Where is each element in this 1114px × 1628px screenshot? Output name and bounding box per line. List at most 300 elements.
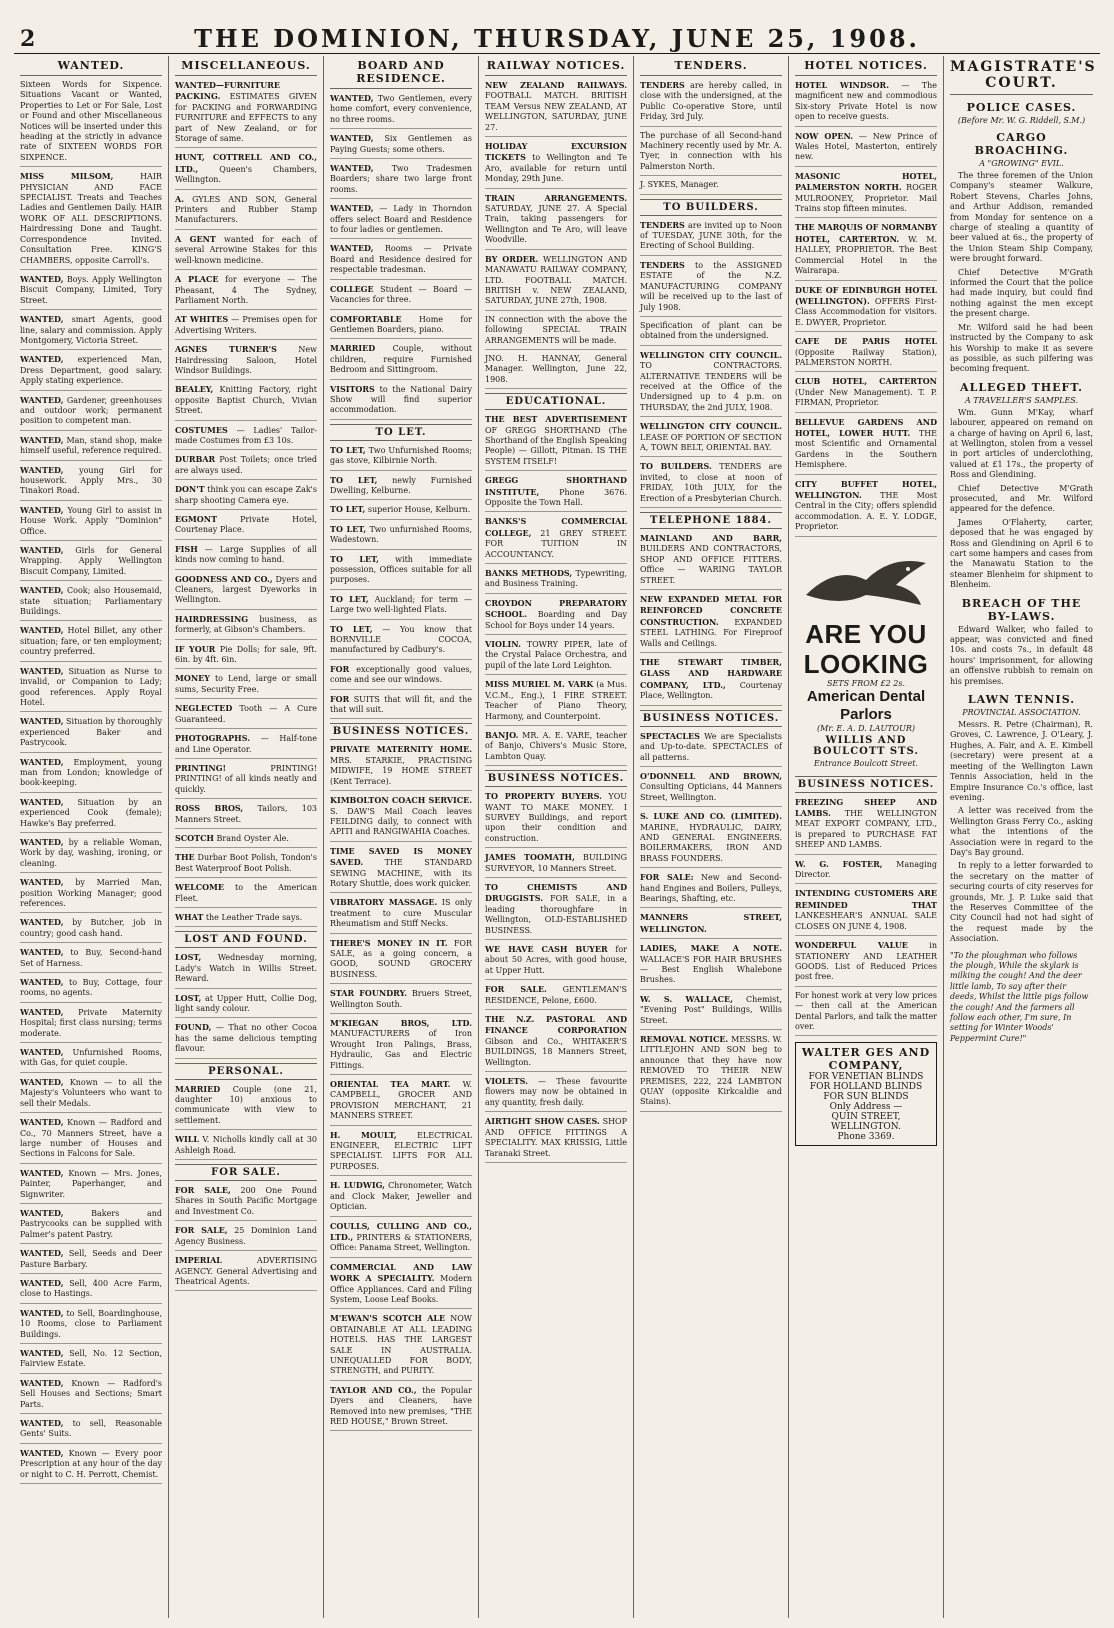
ad-text: Young Girl to assist in House Work. Apply "Dominion" Office.: [20, 505, 162, 536]
classified-ad: [20, 465, 162, 501]
ad-text: MESSRS. W. LITTLEJOHN AND SON beg to announce that they have now REMOVED TO THEIR NEW PREMISES, 222, 224 LAMBTON QUAY (opposite Kirkcaldie and Stains).: [640, 1035, 783, 1107]
ad-lead: TO LET,: [330, 474, 378, 485]
classified-ad: [640, 657, 782, 706]
ad-lead: COULLS, CULLING AND CO., LTD.,: [330, 1220, 472, 1242]
ad-lead: WANTED—FURNITURE PACKING.: [175, 80, 281, 102]
ad-lead: BELLEVUE GARDENS AND HOTEL, LOWER HUTT.: [795, 416, 937, 438]
blinds-line: Phone 3369.: [837, 1132, 895, 1143]
ad-text: Unfurnished Rooms, with Gas, for quiet couple.: [20, 1048, 162, 1068]
ad-text: PRINTERS & STATIONERS, Office: Panama Street, Wellington.: [330, 1232, 473, 1253]
classified-ad: [640, 731, 782, 767]
ad-text: Two Unfurnished Rooms; gas stove, Kilbirnie North.: [330, 445, 472, 466]
section-heading: EDUCATIONAL.: [485, 393, 627, 410]
classified-ad: [640, 912, 782, 939]
ad-lead: WANTED,: [330, 243, 374, 254]
ad-text: the Popular Dyers and Cleaners, have Removed into new premises, "THE RED HOUSE," Brown Street.: [330, 1385, 472, 1426]
ad-text: FOR SALE, as a going concern, a GOOD, SOUND GROCERY BUSINESS.: [330, 938, 472, 979]
ad-lead: GREGG SHORTHAND INSTITUTE,: [485, 475, 627, 497]
classified-ad: [175, 733, 317, 759]
classified-ad: [175, 274, 317, 310]
classified-ad: [20, 837, 162, 873]
ad-lead: FOR SALE.: [485, 984, 547, 995]
classified-ad: [20, 1378, 162, 1414]
ad-lead: TIME SAVED IS MONEY SAVED.: [330, 845, 472, 868]
ad-text: TOWRY PIPER, late of the Crystal Palace Orchestra, and pupil of the late Lord Leighton.: [485, 640, 627, 670]
ad-text: ADVERTISING AGENCY. General Advertising and Theatrical Agents.: [175, 1256, 317, 1286]
report-paragraph: Chief Detective M'Grath prosecuted, and Mr. Wilford appeared for the defence.: [950, 483, 1093, 514]
ad-text: for about 50 Acres, with good house, at Upper Hutt.: [485, 945, 627, 975]
ad-lead: LOST,: [175, 992, 202, 1003]
ad-lead: DON'T: [175, 484, 205, 495]
classified-ad: [20, 314, 162, 350]
blinds-line: Only Address —: [829, 1102, 903, 1113]
classified-ad: [175, 384, 317, 420]
ad-text: Known — Mrs. Jones, Painter, Paperhanger, and Signwriter.: [20, 1168, 163, 1199]
classified-ad: [175, 1255, 317, 1291]
ad-text: — Ladies' Tailor-made Costumes from £3 10s.: [175, 425, 317, 445]
ad-parlors: American Dental Parlors: [806, 687, 926, 723]
classified-ad: [175, 703, 317, 729]
ad-lead: PHOTOGRAPHS.: [175, 733, 251, 744]
ad-text: TENDERS are invited, to close at noon of FRIDAY, 10th JULY, for the Erection of a Presbyterian Church.: [640, 462, 782, 503]
ad-text: wanted for each of several Arrowine Stakes for this well-known medicine.: [175, 234, 317, 265]
classified-ad: [485, 414, 627, 471]
ad-text: to Buy, Cottage, four rooms, no agents.: [20, 978, 162, 998]
ad-lead: WANTED,: [20, 625, 64, 636]
ad-lead: ORIENTAL TEA MART.: [330, 1079, 451, 1090]
classified-ad: [795, 336, 937, 372]
classified-ad: [20, 625, 162, 661]
ad-lead: WANTED,: [20, 716, 64, 727]
ad-lead: THE STEWART TIMBER, GLASS AND HARDWARE COMPANY, LTD.,: [640, 657, 782, 690]
classified-ad: [640, 594, 782, 653]
classified-ad: [330, 1079, 472, 1126]
classified-ad: [330, 384, 472, 420]
ad-lead: SCOTCH: [175, 832, 214, 843]
section-heading: TO LET.: [330, 424, 472, 441]
ad-text: FOR SALE, in a leading thoroughfare in Wellington, OLD-ESTABLISHED BUSINESS.: [485, 894, 627, 935]
section-heading: FOR SALE.: [175, 1164, 317, 1181]
ad-lead: WANTED,: [20, 947, 64, 958]
ad-lead: HOLIDAY EXCURSION TICKETS: [485, 141, 627, 163]
ad-lead: IF YOUR: [175, 643, 216, 654]
ad-lead: CLUB HOTEL, CARTERTON: [795, 376, 937, 387]
ad-lead: WELCOME: [175, 882, 224, 893]
ad-lead: FISH: [175, 543, 198, 554]
ad-lead: IMPERIAL: [175, 1255, 222, 1266]
ad-lead: SPECTACLES: [640, 730, 700, 741]
classified-ad: [485, 315, 627, 350]
ad-lead: REMOVAL NOTICE.: [640, 1034, 729, 1045]
ad-text: at Upper Hutt, Collie Dog, light sandy colour.: [175, 993, 317, 1013]
ad-text: to the American Fleet.: [175, 883, 317, 903]
classified-ad: [330, 846, 472, 894]
ad-lead: WONDERFUL VALUE: [795, 940, 908, 951]
ad-lead: WELLINGTON CITY COUNCIL.: [640, 421, 782, 432]
ad-text: Pie Dolls; for sale, 9ft. 6in. by 4ft. 6in.: [175, 644, 318, 665]
classified-ad: [20, 877, 162, 913]
classified-ad: [20, 585, 162, 621]
report-subhead: POLICE CASES.: [966, 101, 1077, 114]
classified-ad: [20, 395, 162, 431]
report-paragraph: Wm. Gunn M'Kay, wharf labourer, appeared on remand on a charge of having on April 6, last, at Wellington, stolen from a vessel in port articles of underclothing, valued at £1 17s., the property of Ross and Glendining.: [950, 407, 1093, 480]
section-heading: TELEPHONE 1884.: [640, 512, 782, 529]
ad-text: Chronometer, Watch and Clock Maker, Jeweller and Optician.: [330, 1181, 472, 1212]
classified-ad: [175, 912, 317, 927]
ad-text: New and Second-hand Engines and Boilers, Pulleys, Bearings, Shafting, etc.: [640, 873, 782, 903]
ad-text: to Sell, Boardinghouse, 10 Rooms, close to Parliament Buildings.: [20, 1308, 162, 1339]
ad-text: Auckland; for term — Large two well-lighted Flats.: [330, 594, 473, 615]
classified-ad: [175, 1225, 317, 1251]
ad-text: 25 Dominion Land Agency Business.: [175, 1226, 317, 1246]
classified-ad: [20, 1007, 162, 1043]
classified-ad: [485, 568, 627, 594]
ad-text: For honest work at very low prices — then call at the American Dental Parlors, and talk the matter over.: [795, 990, 937, 1031]
classified-ad: [330, 475, 472, 501]
ad-text: Two unfurnished Rooms, Wadestown.: [330, 524, 472, 545]
ad-lead: COMFORTABLE: [330, 313, 402, 324]
ad-lead: WANTED,: [20, 1277, 64, 1288]
classified-ad: [795, 376, 937, 412]
ad-lead: LADIES, MAKE A NOTE.: [640, 943, 782, 954]
classified-ad: [20, 1117, 162, 1164]
report-judge: (Before Mr. W. G. Riddell, S.M.): [957, 116, 1086, 125]
ad-text: Bruers Street, Wellington South.: [330, 989, 473, 1009]
ad-lead: WANTED,: [20, 1377, 64, 1388]
report-paragraph: In reply to a letter forwarded to the secretary on the matter of securing courts of city reserves for grounds, Mr. J. P. Luke said that the Reserves Committee of the City Council had not had sight of the request made by the Association.: [950, 861, 1093, 944]
ad-lead: BY ORDER.: [485, 253, 539, 264]
ad-lead: EGMONT: [175, 514, 218, 524]
ad-text: Typewriting, and Business Training.: [485, 569, 627, 589]
ad-lead: MANNERS STREET, WELLINGTON.: [640, 912, 782, 934]
blinds-line: FOR SUN BLINDS: [823, 1092, 909, 1103]
ad-lead: NEW EXPANDED METAL FOR REINFORCED CONCRETE CONSTRUCTION.: [640, 594, 782, 627]
classified-ad: [20, 354, 162, 390]
classified-ad: [640, 771, 782, 807]
ad-text: Queen's Chambers, Wellington.: [175, 164, 317, 185]
classified-ad: [640, 260, 782, 317]
column-heading: BOARD AND RESIDENCE.: [330, 59, 472, 89]
ad-text: Home for Gentlemen Boarders, piano.: [330, 314, 472, 334]
ad-text: Man, stand shop, make himself useful, reference required.: [20, 435, 162, 456]
column-4: [479, 56, 634, 1618]
ad-lead: WANTED,: [20, 1047, 64, 1058]
ad-text: THE most Scientific and Ornamental Gardens in the Southern Hemisphere.: [795, 428, 938, 470]
ad-lead: H. LUDWIG,: [330, 1180, 385, 1191]
ad-text: OFFERS First-Class Accommodation for visitors. E. DWYER, Proprietor.: [795, 296, 937, 327]
ad-text: Durbar Boot Polish, Tondon's Best Waterproof Boot Polish.: [175, 853, 317, 873]
classified-ad: [640, 321, 782, 346]
ad-text: to the National Dairy Show will find superior accommodation.: [330, 384, 472, 415]
ad-text: S. DAW'S Mail Coach leaves FEILDING daily, to connect with APITI and RANGIWAHIA Coaches.: [330, 806, 472, 837]
ad-lead: WANTED,: [20, 877, 64, 888]
classified-ad: [330, 694, 472, 720]
classified-ad: [330, 284, 472, 310]
classified-ad: [20, 716, 162, 752]
ad-text: SATURDAY, JUNE 27. A Special Train, taking passengers for Wellington and Te Aro, will leave Woodville.: [485, 204, 627, 245]
classified-ad: [485, 852, 627, 878]
ad-text: — These favourite flowers may now be obtained in any quantity, fresh daily.: [485, 1077, 627, 1107]
ad-text: FOOTBALL MATCH. BRITISH TEAM Versus NEW ZEALAND, AT WELLINGTON, SATURDAY, JUNE 27.: [485, 91, 627, 132]
ad-text: Girls for General Wrapping. Apply Wellington Biscuit Company, Limited.: [20, 546, 163, 576]
ad-text: GYLES AND SON, General Printers and Rubber Stamp Manufacturers.: [175, 194, 318, 225]
ad-lead: WANTED,: [330, 93, 374, 103]
newspaper-title: THE DOMINION, THURSDAY, JUNE 25, 1908.: [194, 24, 920, 53]
classified-ad: [175, 1084, 317, 1131]
ad-text: JNO. H. HANNAY, General Manager. Wellington, June 22, 1908.: [485, 353, 627, 384]
classified-ad: [795, 991, 937, 1037]
ad-text: Six Gentlemen as Paying Guests; some others.: [330, 134, 472, 154]
report-section-title: CARGO BROACHING.: [974, 131, 1069, 157]
ad-text: to Wellington and Te Aro, available for return until Monday, 29th June.: [485, 153, 627, 184]
classified-ad: [330, 988, 472, 1014]
classified-ad: [20, 947, 162, 973]
ad-lead: CAFE DE PARIS HOTEL: [795, 336, 937, 347]
classified-ad: [330, 445, 472, 471]
classified-ad: [20, 545, 162, 581]
report-section-sub: A "GROWING" EVIL.: [979, 159, 1064, 168]
classified-ad: [175, 1134, 317, 1160]
classified-ad: [640, 461, 782, 508]
ad-text: Sixteen Words for Sixpence. Situations Vacant or Wanted, Properties to Let or For Sale, Lost or Found and other Miscellaneous Notices will be inserted under this heading at the strictly in advance rate of SIXTEEN WORDS FOR SIXPENCE.: [20, 80, 162, 162]
classified-ad: [640, 180, 782, 194]
section-heading: BUSINESS NOTICES.: [485, 770, 627, 787]
ad-text: — Lady in Thorndon offers select Board and Residence to four ladies or gentlemen.: [330, 204, 473, 235]
classified-ad: [485, 944, 627, 980]
ad-lead: H. MOULT,: [330, 1129, 397, 1140]
classified-ad: [175, 80, 317, 148]
classified-ad: [795, 80, 937, 127]
ad-lead: WANTED,: [20, 1348, 64, 1358]
section-heading: BUSINESS NOTICES.: [640, 710, 782, 727]
column-heading: MAGISTRATE'S COURT.: [950, 59, 1093, 95]
ad-text: MANUFACTURERS of Iron Wrought Iron Palings, Brass, Hydraulic, Gas and Electric Fittings.: [330, 1029, 472, 1070]
ad-lead: HUNT, COTTRELL AND CO., LTD.,: [175, 152, 317, 174]
ad-text: Modern Office Appliances. Card and Filing System, Loose Leaf Books.: [330, 1274, 472, 1304]
column-3: [324, 56, 479, 1618]
ad-text: Situation as Nurse to invalid, or Companion to Lady; good references. Apply Royal Hotel.: [20, 666, 162, 707]
report-paragraph: A letter was received from the Wellington Grass Ferry Co., asking what the intentions of the Association were in regard to the Day's Bay ground.: [950, 806, 1093, 857]
ad-lead: WANTED,: [20, 836, 64, 847]
ad-lead: COMMERCIAL AND LAW WORK A SPECIALITY.: [330, 1261, 472, 1284]
report-paragraph: Chief Detective M'Grath informed the Court that the police had made inquiry, but could find nothing against the men except the present charge.: [950, 267, 1093, 319]
ad-lead: S. LUKE AND CO. (LIMITED).: [640, 811, 782, 822]
report-paragraph: The three foremen of the Union Company's steamer Walkure, Robert Stevens, Charles Johns, and Arthur Addison, remanded from Monday for sentence on a charge of stealing a quantity of beer valued at 6s., the property of the Union Steam Ship Company, were brought forward.: [950, 171, 1093, 264]
ad-lead: WANTED,: [20, 273, 64, 284]
ad-lead: BANKS METHODS,: [485, 568, 573, 579]
ad-text: Tooth — A Cure Guaranteed.: [175, 704, 318, 724]
ad-lead: O'DONNELL AND BROWN,: [640, 770, 782, 781]
classified-ad: [20, 1308, 162, 1344]
ad-text: Known — Radford and Co., 70 Manners Street, have a large number of Houses and Sections in Falcons for Sale.: [20, 1118, 163, 1159]
ad-lead: FOUND,: [175, 1022, 212, 1033]
ad-text: Bakers and Pastrycooks can be supplied with Palmer's patent Pastry.: [20, 1208, 162, 1239]
ad-lead: CROYDON PREPARATORY SCHOOL.: [485, 597, 627, 620]
ad-address: WILLIS AND BOULCOTT STS.: [813, 734, 919, 757]
section-heading: BUSINESS NOTICES.: [795, 776, 937, 793]
ad-entrance: Entrance Boulcott Street.: [813, 758, 919, 768]
classified-ad: [640, 131, 782, 177]
ad-text: Rooms — Private Board and Residence desired for respectable tradesman.: [330, 244, 472, 275]
classified-ad: [795, 131, 937, 167]
ad-lead: TO PROPERTY BUYERS.: [485, 791, 602, 802]
ad-text: Known — to all the Majesty's Volunteers who want to sell their Medals.: [20, 1077, 162, 1108]
ad-lead: MISS MURIEL M. VARK: [485, 679, 594, 690]
ad-text: Chemist, "Evening Post" Buildings, Willis Street.: [640, 994, 782, 1025]
ad-lead: DURBAR: [175, 454, 216, 465]
ad-lead: FOR SALE,: [175, 1225, 228, 1236]
classified-ad: [330, 203, 472, 239]
ad-lead: WANTED,: [20, 585, 64, 596]
ad-lead: COLLEGE: [330, 283, 374, 294]
ad-lead: MAINLAND AND BARR,: [640, 533, 782, 543]
ad-lead: WANTED,: [20, 665, 64, 676]
ad-text: Couple (one 21, daughter 10) anxious to communicate with view to settlement.: [175, 1084, 318, 1125]
ad-lead: M'KIEGAN BROS, LTD.: [330, 1018, 472, 1028]
ad-lead: WANTED,: [20, 1076, 64, 1087]
ad-text: ESTIMATES GIVEN for PACKING and FORWARDING FURNITURE and EFFECTS to any part of New Zealand, or for Storage of same.: [175, 92, 317, 144]
classified-ad: [175, 314, 317, 340]
ad-lead: FREEZING SHEEP AND LAMBS.: [795, 796, 937, 819]
ad-lead: TO CHEMISTS AND DRUGGISTS.: [485, 881, 627, 904]
ad-text: Boys. Apply Wellington Biscuit Company, Limited, Tory Street.: [20, 274, 162, 305]
classified-ad: [175, 763, 317, 799]
classified-ad: [20, 1448, 162, 1484]
section-heading: TO BUILDERS.: [640, 199, 782, 216]
report-paragraph: Edward Walker, who failed to appear, was convicted and fined 10s. and costs 7s., in default 48 hours' imprisonment, for allowing an offensive rubbish to remain on his premises.: [950, 624, 1093, 686]
report-section-title: LAWN TENNIS.: [967, 693, 1076, 707]
ad-lead: WANTED,: [20, 1117, 64, 1128]
classified-ad: [485, 679, 627, 726]
bird-illustration-icon: [795, 545, 937, 615]
column-heading: TENDERS.: [640, 59, 782, 76]
classified-ad: [20, 1278, 162, 1304]
classified-ad: [20, 1248, 162, 1274]
ad-text: W. CAMPBELL, GROCER AND PROVISION MERCHANT, 21 MANNERS STREET.: [330, 1080, 472, 1121]
ad-lead: WANTED,: [20, 917, 64, 928]
ad-lead: WANTED,: [20, 1167, 64, 1178]
classified-ad: [175, 673, 317, 699]
ad-text: J. SYKES, Manager.: [640, 180, 719, 190]
ad-text: Wednesday morning, Lady's Watch in Willis Street. Reward.: [175, 953, 317, 984]
ad-lead: BANKS'S COMMERCIAL COLLEGE,: [485, 516, 627, 538]
report-section-sub: PROVINCIAL ASSOCIATION.: [962, 708, 1081, 718]
report-paragraph: Mr. Wilford said he had been instructed by the Company to ask his Worship to make it as severe as possible, as such pilfering was becoming frequent.: [950, 322, 1093, 374]
ad-text: 21 GREY STREET. FOR TUITION IN ACCOUNTANCY.: [485, 528, 627, 559]
page-number: 2: [20, 26, 36, 52]
column-7: [944, 56, 1099, 1618]
ad-lead: LOST,: [175, 952, 202, 963]
classified-ad: [485, 254, 627, 311]
ad-text: with immediate possession, Offices suitable for all purposes.: [330, 554, 472, 585]
classified-ad: [330, 1018, 472, 1075]
classified-ad: [20, 171, 162, 270]
ad-lead: JAMES TOOMATH,: [485, 852, 575, 863]
classified-ad: [485, 475, 627, 512]
classified-ad: [640, 220, 782, 256]
classified-ad: [20, 1077, 162, 1113]
classified-ad: [20, 797, 162, 833]
classified-ad: [330, 504, 472, 519]
classified-ad: [175, 1022, 317, 1058]
classified-ad: [485, 80, 627, 137]
ad-lead: KIMBOLTON COACH SERVICE.: [330, 795, 472, 806]
ad-text: THE STANDARD SEWING MACHINE, with its Rotary Shuttle, does work quicker.: [330, 858, 472, 888]
ad-text: to Buy, Second-hand Set of Harness.: [20, 948, 162, 968]
ad-text: to sell, Reasonable Gents' Suits.: [20, 1419, 163, 1439]
ad-lead: WHAT: [175, 911, 204, 922]
ad-text: (Under New Management). T. P. FIRMAN, Proprietor.: [795, 387, 937, 408]
classified-ad: [175, 344, 317, 380]
ad-text: 200 One Pound Shares in South Pacific Mortgage and Investment Co.: [175, 1186, 317, 1216]
ad-lead: FOR SALE,: [175, 1185, 231, 1196]
ad-text: to the ASSIGNED ESTATE of the N.Z. MANUFACTURING COMPANY will be received up to the last of July 1908.: [640, 260, 783, 312]
report-paragraph: Messrs. R. Petre (Chairman), R. Groves, C. Lawrence, J. O'Leary, J. Hughes, A. Fair, and A. E. Kimbell (secretary) were present at a meeting of the Wellington Lawn Tennis Association, held in the Empire Insurance Co.'s office, last evening.: [950, 720, 1093, 802]
classified-ad: [175, 614, 317, 640]
ad-lead: MONEY: [175, 673, 210, 684]
classified-ad: [640, 350, 782, 417]
ad-text: Private Maternity Hospital; first class nursing; terms moderate.: [20, 1007, 162, 1038]
ad-lead: WANTED,: [330, 163, 374, 174]
classified-ad: [795, 171, 937, 219]
ad-text: think you can escape Zak's sharp shooting Camera eye.: [175, 485, 317, 505]
classified-ad: [20, 274, 162, 310]
classified-ad: [485, 516, 627, 564]
ad-lead: THE BEST ADVERTISEMENT: [485, 414, 627, 425]
ad-text: — Half-tone and Line Operator.: [175, 734, 317, 754]
ad-text: by Married Man, position Working Manager; good references.: [20, 878, 162, 908]
ad-text: by a reliable Woman, Work by day, washing, ironing, or cleaning.: [20, 837, 162, 868]
classified-ad: [20, 917, 162, 943]
ad-text: Sell, Seeds and Deer Pasture Barbary.: [20, 1249, 162, 1269]
classified-ad: [640, 1034, 782, 1112]
classified-ad: [640, 811, 782, 868]
ad-text: Known — Every poor Prescription at any hour of the day or night to C. H. Perrott, Chemist.: [20, 1448, 162, 1479]
ad-text: Dyers and Cleaners, largest Dyeworks in Wellington.: [175, 574, 317, 605]
section-heading: LOST AND FOUND.: [175, 931, 317, 948]
ad-text: Employment, young man from London; knowledge of book-keeping.: [20, 757, 162, 788]
ad-lead: MASONIC HOTEL, PALMERSTON NORTH.: [795, 170, 937, 193]
classified-ad: [330, 1130, 472, 1177]
ad-lead: FOR: [330, 693, 350, 704]
ad-text: New Hairdressing Saloon, Hotel Windsor Buildings.: [175, 345, 318, 375]
ad-lead: A GENT: [175, 233, 216, 244]
classified-ad: [795, 888, 937, 936]
ad-text: MRS. STARKIE, PRACTISING MIDWIFE, 19 HOME STREET (Kent Terrace).: [330, 755, 472, 786]
ad-lead: WANTED,: [20, 977, 64, 988]
classified-ad: [175, 644, 317, 670]
ad-text: V. Nicholls kindly call at 30 Ashleigh Road.: [175, 1135, 318, 1155]
ad-text: YOU WANT TO MAKE MONEY. I SURVEY Buildings, and report upon their condition and construction.: [485, 792, 628, 843]
classified-ad: [485, 984, 627, 1010]
report-section-title: ALLEGED THEFT.: [960, 380, 1083, 394]
ad-text: Two Gentlemen, every home comfort, every convenience, no three rooms.: [330, 94, 473, 124]
classified-ad: [330, 243, 472, 279]
ad-lead: AGNES TURNER'S: [175, 344, 277, 355]
ad-lead: PRIVATE MATERNITY HOME.: [330, 744, 472, 755]
classified-ad: [485, 193, 627, 250]
ad-lead: AIRTIGHT SHOW CASES.: [485, 1116, 600, 1127]
classified-ad: [175, 152, 317, 189]
ad-lead: CITY BUFFET HOTEL, WELLINGTON.: [795, 478, 937, 500]
classified-ad: [175, 544, 317, 570]
column-5: [634, 56, 789, 1618]
ad-text: Phone 3676. Opposite the Town Hall.: [485, 487, 627, 507]
section-heading: BUSINESS NOTICES.: [330, 723, 472, 740]
classified-ad: [330, 163, 472, 199]
ad-text: smart Agents, good line, salary and commission. Apply Montgomery, Victoria Street.: [20, 315, 163, 345]
ad-text: Two Tradesmen Boarders; share two large front rooms.: [330, 164, 472, 194]
